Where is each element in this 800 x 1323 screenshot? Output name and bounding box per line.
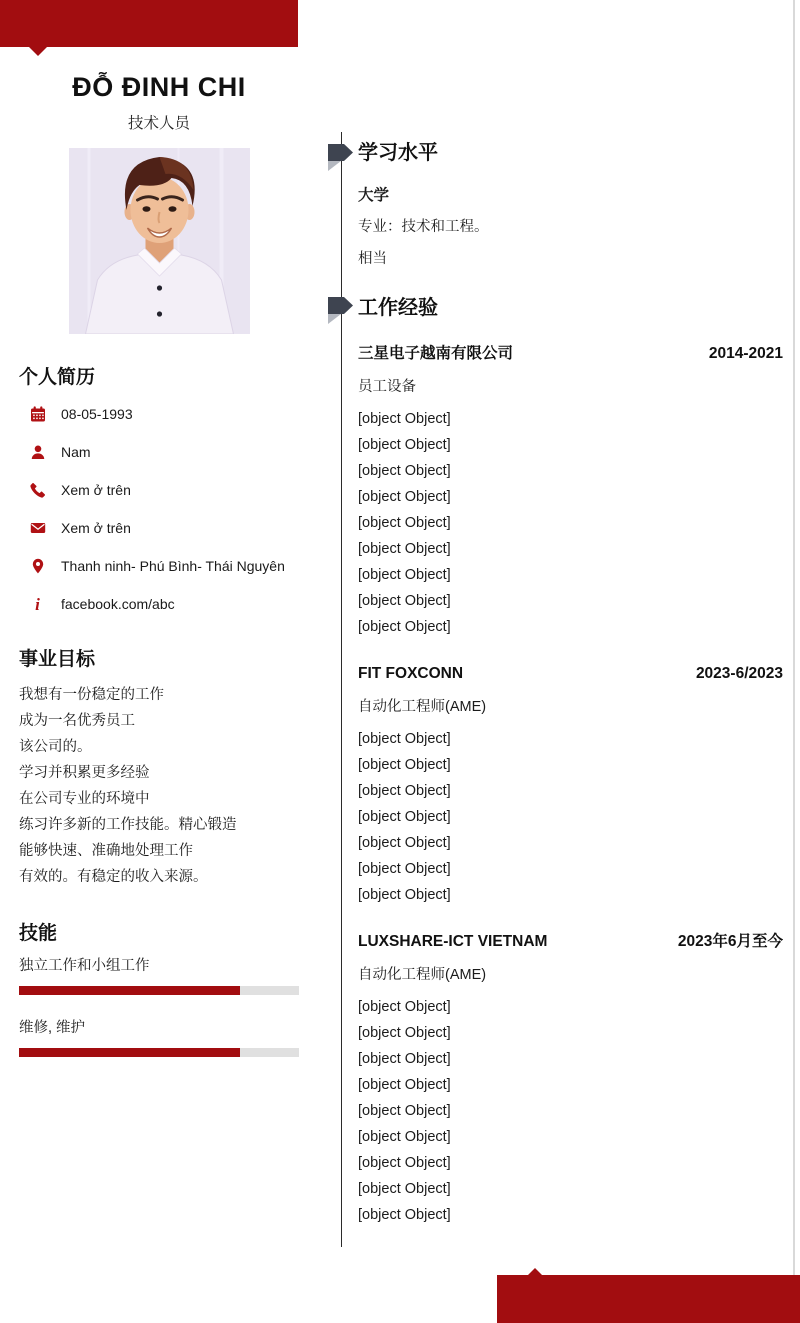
job-description-line: [object Object] [358, 999, 451, 1015]
job-description-line: [object Object] [358, 489, 451, 505]
info-icon: i [35, 594, 40, 614]
right-column [358, 141, 783, 1228]
objective-text [19, 682, 299, 890]
skill-progress-fill [19, 1048, 240, 1057]
objective-line: 能够快速、准确地处理工作 [19, 843, 193, 859]
skill-progress-fill [19, 986, 240, 995]
job-description-line: [object Object] [358, 731, 451, 747]
job-description-line: [object Object] [358, 1103, 451, 1119]
job-description-line: [object Object] [358, 1155, 451, 1171]
job-description-line: [object Object] [358, 1207, 451, 1223]
job-entry [358, 932, 783, 1228]
job-description-line: [object Object] [358, 783, 451, 799]
contact-value: Xem ở trên [61, 520, 131, 536]
contact-item-facebook [29, 592, 299, 616]
job-description-line: [object Object] [358, 437, 451, 453]
job-description [358, 726, 783, 908]
skill-item [19, 1018, 299, 1057]
section-marker-arrow-icon [328, 297, 353, 314]
contact-item-phone [29, 478, 299, 502]
job-description-line: [object Object] [358, 1025, 451, 1041]
contact-list [19, 402, 299, 616]
skill-label: 维修, 维护 [19, 1020, 86, 1036]
skills-heading: 技能 [19, 923, 58, 944]
job-description-line: [object Object] [358, 887, 451, 903]
candidate-name: ĐỖ ĐINH CHI [72, 72, 246, 102]
job-description [358, 406, 783, 640]
contact-item-birthdate [29, 402, 299, 426]
job-header [358, 344, 783, 364]
candidate-job-title: 技术人员 [127, 115, 190, 132]
skill-item [19, 956, 299, 995]
contact-item-gender [29, 440, 299, 464]
job-description-line: [object Object] [358, 835, 451, 851]
portrait-illustration [69, 148, 250, 334]
education-heading: 学习水平 [358, 142, 438, 164]
job-entry [358, 664, 783, 908]
job-description-line: [object Object] [358, 515, 451, 531]
job-description-line: [object Object] [358, 1077, 451, 1093]
job-role: 自动化工程师(AME) [358, 967, 487, 983]
education-degree: 大学 [358, 187, 390, 204]
experience-heading: 工作经验 [358, 297, 438, 319]
left-column [19, 47, 299, 1057]
objective-line: 练习许多新的工作技能。精心锻造 [19, 817, 237, 833]
objective-heading: 事业目标 [19, 649, 96, 670]
contact-value: Thanh ninh- Phú Bình- Thái Nguyên [61, 558, 285, 574]
objective-line: 有效的。有稳定的收入来源。 [19, 869, 208, 885]
job-description-line: [object Object] [358, 809, 451, 825]
skill-progress-track [19, 1048, 299, 1057]
skill-label: 独立工作和小组工作 [19, 958, 150, 974]
job-description-line: [object Object] [358, 541, 451, 557]
section-marker-fold [328, 161, 341, 171]
education-line: 相当 [358, 251, 387, 267]
job-role: 自动化工程师(AME) [358, 699, 487, 715]
job-period: 2023-6/2023 [695, 665, 783, 682]
job-role: 员工设备 [358, 379, 416, 395]
job-description-line: [object Object] [358, 757, 451, 773]
top-banner-decoration [0, 0, 298, 47]
job-description-line: [object Object] [358, 619, 451, 635]
job-description [358, 994, 783, 1228]
contact-value: Nam [61, 444, 91, 460]
contact-value: 08-05-1993 [61, 406, 133, 422]
job-company: 三星电子越南有限公司 [358, 345, 514, 362]
job-company: FIT FOXCONN [358, 665, 464, 682]
contact-value: facebook.com/abc [61, 596, 175, 612]
map-marker-icon [29, 558, 46, 575]
job-company: LUXSHARE-ICT VIETNAM [358, 933, 548, 950]
section-marker-arrow-icon [328, 144, 353, 161]
profile-photo [69, 148, 250, 334]
job-period: 2014-2021 [708, 345, 783, 362]
job-period: 2023年6月至今 [677, 933, 783, 950]
bottom-banner-decoration [497, 1275, 800, 1323]
contact-value: Xem ở trên [61, 482, 131, 498]
objective-line: 学习并积累更多经验 [19, 765, 150, 781]
job-description-line: [object Object] [358, 1051, 451, 1067]
envelope-icon [29, 520, 46, 537]
objective-line: 在公司专业的环境中 [19, 791, 150, 807]
job-header [358, 932, 783, 952]
job-description-line: [object Object] [358, 593, 451, 609]
phone-icon [29, 482, 46, 499]
job-description-line: [object Object] [358, 1181, 451, 1197]
page-edge-line [793, 0, 795, 1323]
profile-heading: 个人简历 [19, 367, 96, 388]
skills-list [19, 956, 299, 1057]
objective-line: 该公司的。 [19, 739, 92, 755]
contact-item-email [29, 516, 299, 540]
education-line: 专业：技术和工程。 [358, 219, 489, 235]
objective-line: 我想有一份稳定的工作 [19, 687, 164, 703]
job-entry [358, 344, 783, 640]
job-description-line: [object Object] [358, 861, 451, 877]
objective-line: 成为一名优秀员工 [19, 713, 135, 729]
section-marker-fold [328, 314, 341, 324]
contact-item-address [29, 554, 299, 578]
job-description-line: [object Object] [358, 567, 451, 583]
user-icon [29, 444, 46, 461]
job-description-line: [object Object] [358, 463, 451, 479]
skill-progress-track [19, 986, 299, 995]
job-description-line: [object Object] [358, 411, 451, 427]
calendar-icon [29, 406, 46, 423]
job-description-line: [object Object] [358, 1129, 451, 1145]
job-header [358, 664, 783, 684]
